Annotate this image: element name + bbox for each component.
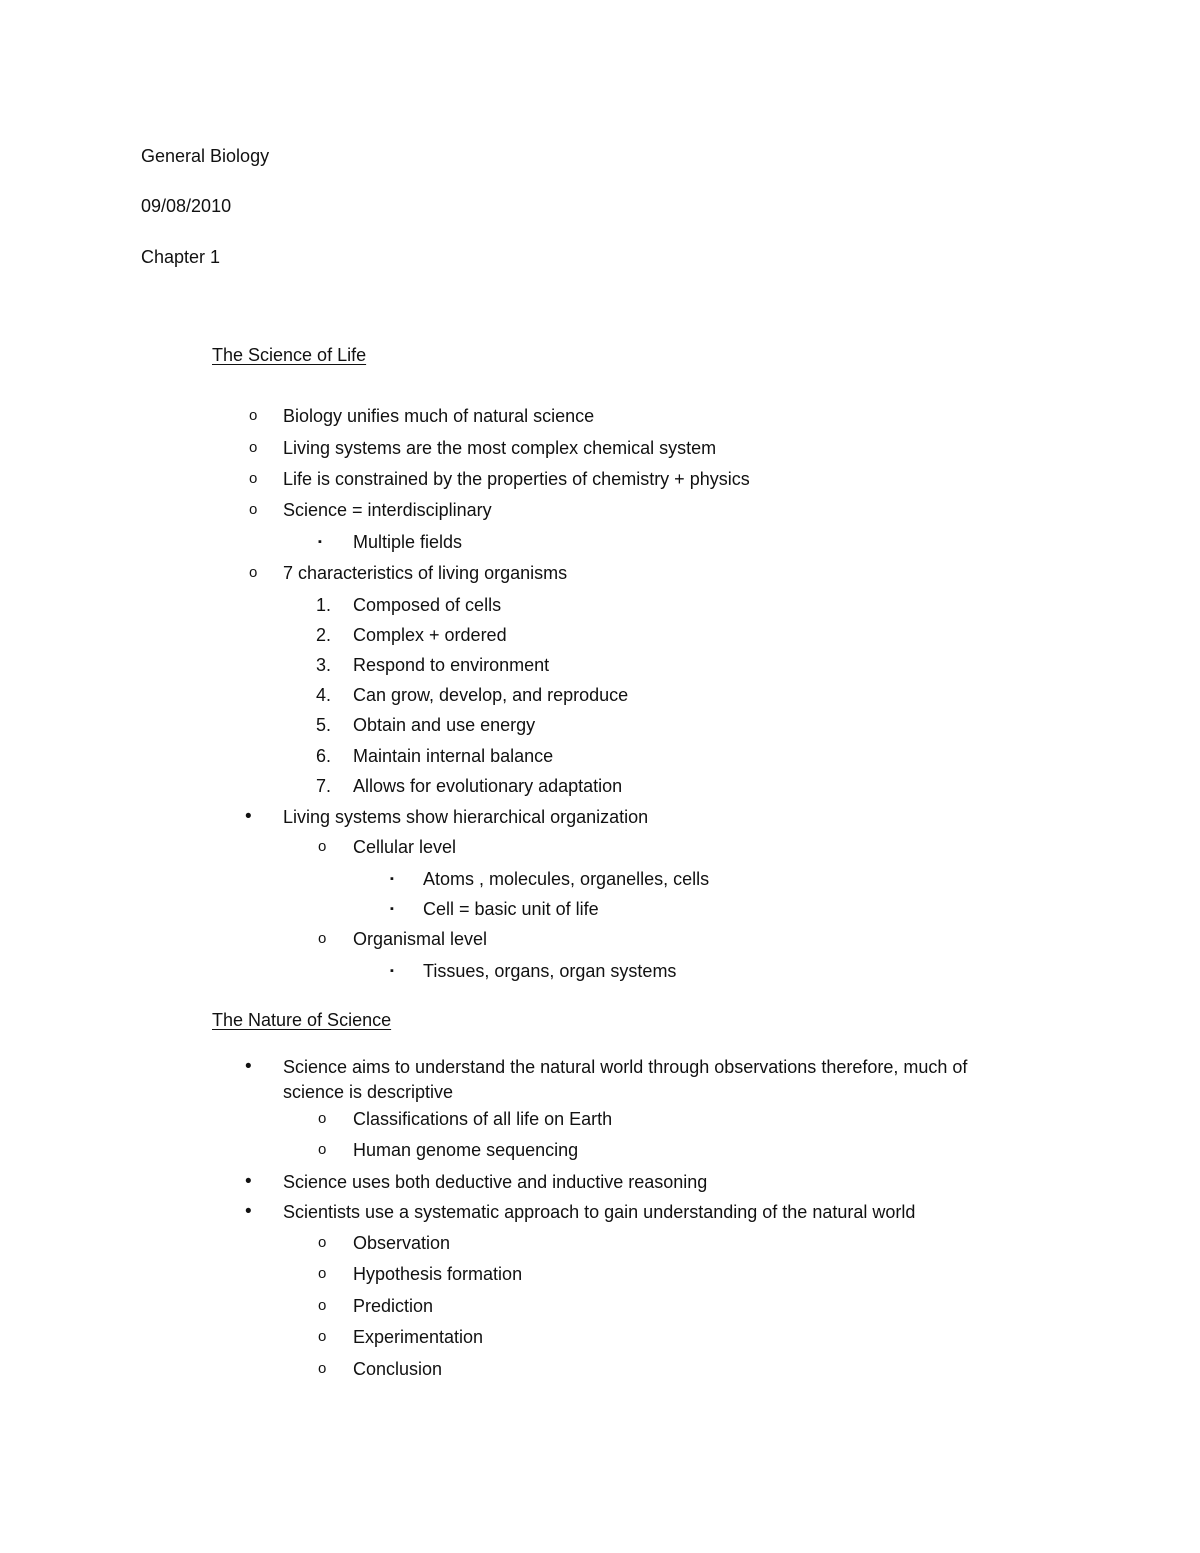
list-item: Complex + ordered — [353, 625, 507, 645]
list-number: 1. — [316, 595, 332, 615]
circle-bullet-icon: o — [249, 439, 258, 456]
circle-bullet-icon: o — [318, 1265, 327, 1282]
list-item: Obtain and use energy — [353, 715, 536, 735]
circle-bullet-icon: o — [318, 1110, 327, 1127]
circle-bullet-icon: o — [249, 470, 258, 487]
list-item: Scientists use a systematic approach to gain understanding of the natural world — [283, 1202, 916, 1222]
list-item: Organismal level — [353, 929, 488, 949]
note-date: 09/08/2010 — [141, 196, 232, 216]
circle-bullet-icon: o — [318, 1141, 327, 1158]
circle-bullet-icon: o — [318, 1328, 327, 1345]
circle-bullet-icon: o — [249, 407, 258, 424]
list-number: 4. — [316, 685, 332, 705]
list-item: Science = interdisciplinary — [283, 500, 492, 520]
list-number: 2. — [316, 625, 332, 645]
list-item: Observation — [353, 1233, 451, 1253]
circle-bullet-icon: o — [249, 564, 258, 581]
list-item: Classifications of all life on Earth — [353, 1109, 613, 1129]
list-item: Prediction — [353, 1296, 434, 1316]
circle-bullet-icon: o — [318, 930, 327, 947]
disc-bullet-icon: • — [245, 806, 252, 827]
list-item: Maintain internal balance — [353, 746, 554, 766]
list-item: Composed of cells — [353, 595, 502, 615]
circle-bullet-icon: o — [318, 1297, 327, 1314]
list-item: 7 characteristics of living organisms — [283, 563, 568, 583]
list-item-continuation: science is descriptive — [283, 1082, 454, 1102]
list-item: Allows for evolutionary adaptation — [353, 776, 623, 796]
list-item: Respond to environment — [353, 655, 550, 675]
list-number: 3. — [316, 655, 332, 675]
section-heading-science-of-life: The Science of Life — [212, 345, 367, 365]
section-heading-nature-of-science: The Nature of Science — [212, 1010, 392, 1030]
list-item: Multiple fields — [353, 532, 463, 552]
list-item: Can grow, develop, and reproduce — [353, 685, 629, 705]
square-bullet-icon: ▪ — [318, 536, 322, 548]
list-item: Life is constrained by the properties of chemistry + physics — [283, 469, 750, 489]
list-item: Cell = basic unit of life — [423, 899, 599, 919]
square-bullet-icon: ▪ — [390, 965, 394, 977]
list-item: Human genome sequencing — [353, 1140, 579, 1160]
disc-bullet-icon: • — [245, 1056, 252, 1077]
course-title: General Biology — [141, 146, 270, 166]
list-item: Science uses both deductive and inductive reasoning — [283, 1172, 708, 1192]
list-item: Living systems show hierarchical organization — [283, 807, 649, 827]
list-number: 5. — [316, 715, 332, 735]
list-item: Tissues, organs, organ systems — [423, 961, 677, 981]
list-number: 7. — [316, 776, 332, 796]
circle-bullet-icon: o — [318, 1234, 327, 1251]
disc-bullet-icon: • — [245, 1201, 252, 1222]
list-number: 6. — [316, 746, 332, 766]
chapter-label: Chapter 1 — [141, 247, 221, 267]
list-item: Biology unifies much of natural science — [283, 406, 595, 426]
list-item: Atoms , molecules, organelles, cells — [423, 869, 710, 889]
circle-bullet-icon: o — [318, 1360, 327, 1377]
square-bullet-icon: ▪ — [390, 873, 394, 885]
list-item: Hypothesis formation — [353, 1264, 523, 1284]
list-item: Conclusion — [353, 1359, 443, 1379]
circle-bullet-icon: o — [318, 838, 327, 855]
circle-bullet-icon: o — [249, 501, 258, 518]
list-item: Science aims to understand the natural world through observations therefore, much of — [283, 1057, 968, 1077]
list-item: Living systems are the most complex chemical system — [283, 438, 717, 458]
list-item: Experimentation — [353, 1327, 484, 1347]
list-item: Cellular level — [353, 837, 457, 857]
square-bullet-icon: ▪ — [390, 903, 394, 915]
disc-bullet-icon: • — [245, 1171, 252, 1192]
